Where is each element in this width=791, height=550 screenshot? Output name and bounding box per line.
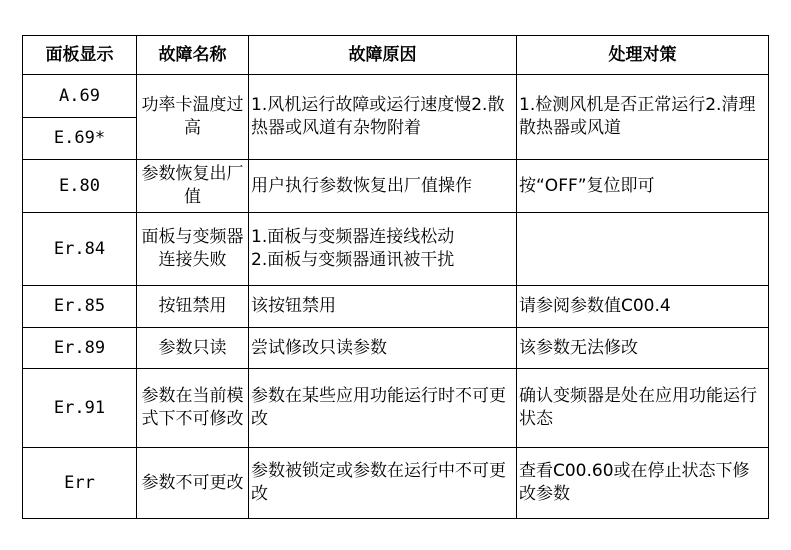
table-row (23, 448, 769, 519)
table-row (23, 160, 769, 213)
fault-cause: 该按钮禁用 (249, 286, 517, 328)
fault-cause: 参数被锁定或参数在运行中不可更改 (249, 448, 517, 519)
panel-code: Er.89 (23, 328, 137, 369)
header-panel-display: 面板显示 (23, 36, 137, 75)
panel-code: A.69 (23, 75, 137, 118)
panel-code: E.69* (23, 118, 137, 160)
fault-action: 请参阅参数值C00.4 (517, 286, 769, 328)
panel-code: Er.85 (23, 286, 137, 328)
fault-action: 查看C00.60或在停止状态下修改参数 (517, 448, 769, 519)
table-row (23, 75, 769, 118)
table-row (23, 213, 769, 286)
header-row (23, 36, 769, 75)
panel-code: Er.84 (23, 213, 137, 286)
fault-name: 功率卡温度过高 (137, 75, 249, 160)
fault-action: 按“OFF”复位即可 (517, 160, 769, 213)
fault-cause: 用户执行参数恢复出厂值操作 (249, 160, 517, 213)
fault-action: 确认变频器是处在应用功能运行状态 (517, 369, 769, 448)
fault-cause: 1.风机运行故障或运行速度慢2.散热器或风道有杂物附着 (249, 75, 517, 160)
fault-name: 面板与变频器连接失败 (137, 213, 249, 286)
fault-cause: 尝试修改只读参数 (249, 328, 517, 369)
table-row (23, 328, 769, 369)
panel-code: Err (23, 448, 137, 519)
fault-action (517, 213, 769, 286)
header-fault-cause: 故障原因 (249, 36, 517, 75)
panel-code: E.80 (23, 160, 137, 213)
fault-action: 1.检测风机是否正常运行2.清理散热器或风道 (517, 75, 769, 160)
fault-cause: 参数在某些应用功能运行时不可更改 (249, 369, 517, 448)
fault-table (22, 35, 769, 519)
fault-name: 参数恢复出厂值 (137, 160, 249, 213)
fault-name: 参数在当前模式下不可修改 (137, 369, 249, 448)
fault-cause: 1.面板与变频器连接线松动 2.面板与变频器通讯被干扰 (249, 213, 517, 286)
table-row (23, 286, 769, 328)
fault-name: 按钮禁用 (137, 286, 249, 328)
fault-name: 参数只读 (137, 328, 249, 369)
table-row (23, 369, 769, 448)
header-countermeasure: 处理对策 (517, 36, 769, 75)
header-fault-name: 故障名称 (137, 36, 249, 75)
fault-name: 参数不可更改 (137, 448, 249, 519)
panel-code: Er.91 (23, 369, 137, 448)
fault-action: 该参数无法修改 (517, 328, 769, 369)
